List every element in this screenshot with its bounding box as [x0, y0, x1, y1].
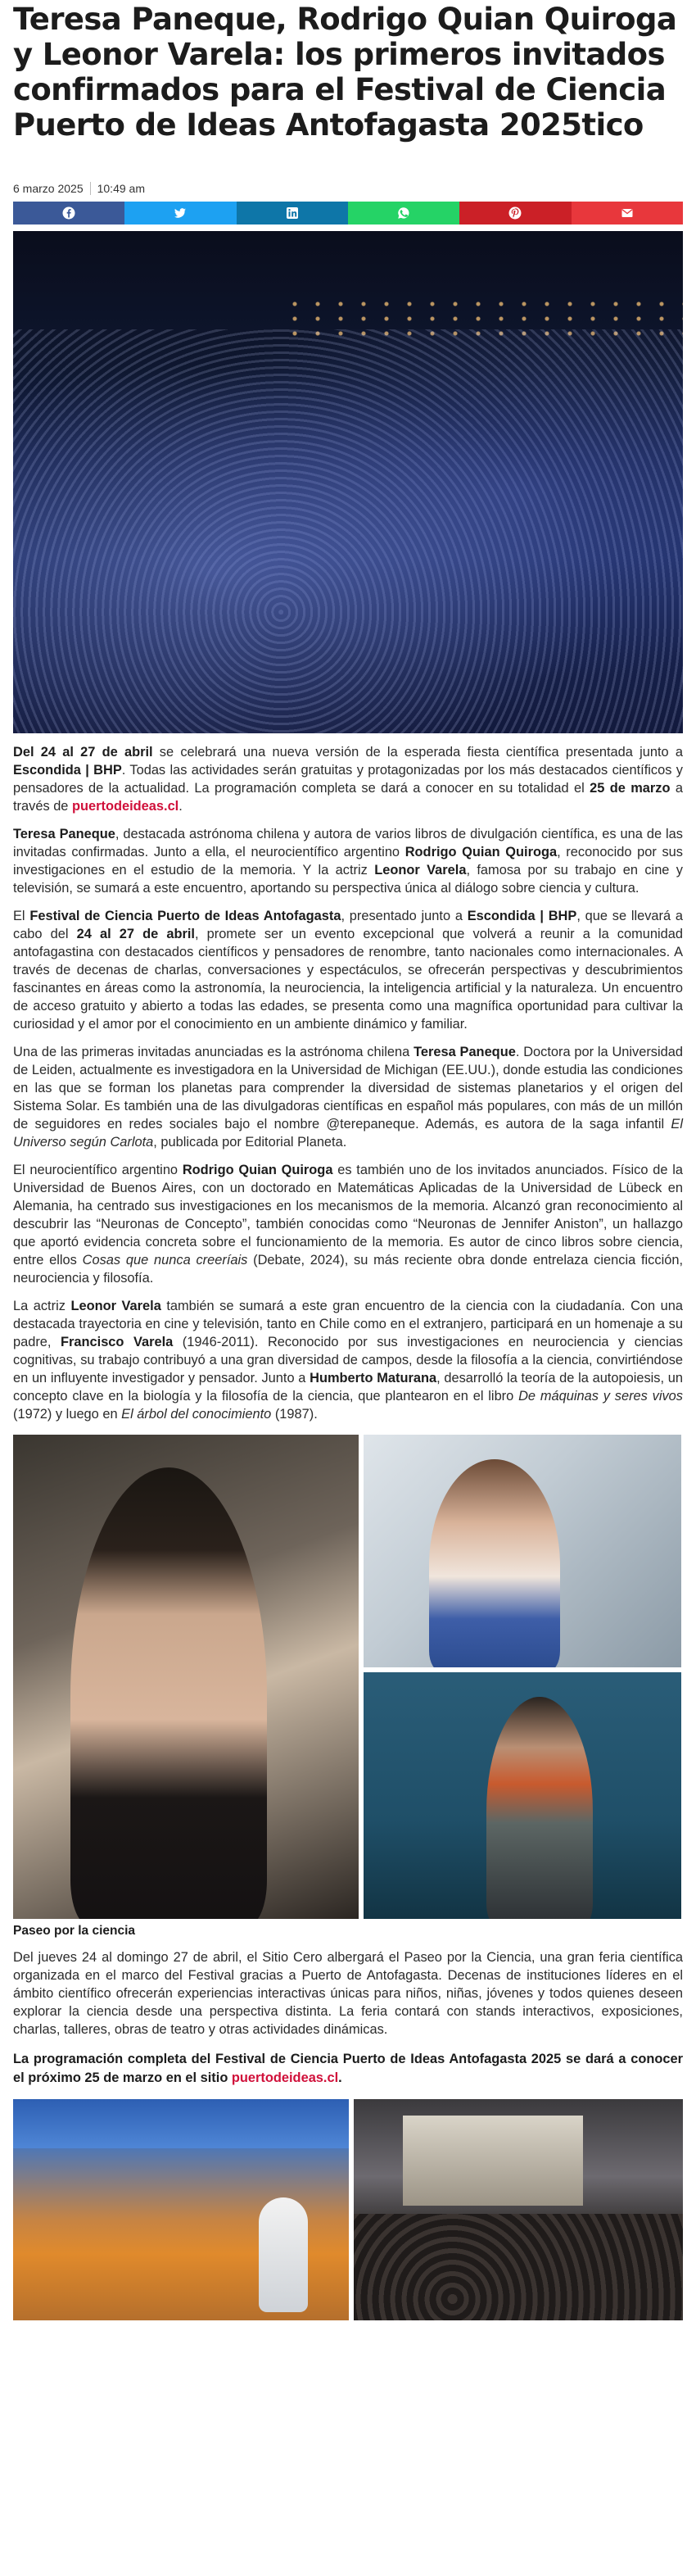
person-silhouette — [70, 1467, 267, 1919]
text-strong: Leonor Varela — [70, 1299, 161, 1313]
paragraph-6 — [13, 1297, 683, 1423]
meta-divider — [90, 182, 91, 195]
text-strong: Francisco Varela — [61, 1335, 174, 1349]
text: , presentado junto a — [341, 909, 468, 923]
article-time: 10:49 am — [97, 182, 145, 195]
text: Una de las primeras invitadas anunciadas es la astrónoma chilena — [13, 1045, 414, 1059]
share-facebook-button[interactable] — [13, 202, 124, 224]
text-strong: Humberto Maturana — [310, 1371, 437, 1386]
robot-figure — [259, 2197, 308, 2312]
share-email-button[interactable] — [572, 202, 683, 224]
photo-teresa-paneque — [364, 1435, 681, 1667]
paragraph-7: Del jueves 24 al domingo 27 de abril, el Sitio Cero albergará el Paseo por la Ciencia, una gran feria científica organizada en el marco del Festival gracias a Puerto de Antofagasta. Decenas de instituciones líderes en el ámbito científico ofrecerán experiencias interactivas únicas para niños, niñas, jóvenes y todos quienes deseen explorar la ciencia desde una perspectiva distinta. La feria contará con stands interactivos, exposiciones, charlas, talleres, obras de teatro y otras actividades dinámicas. — [13, 1950, 683, 2037]
photo-leonor-varela — [13, 1435, 359, 1919]
article-body — [13, 743, 683, 1423]
paragraph-4 — [13, 1043, 683, 1151]
share-twitter-button[interactable] — [124, 202, 236, 224]
text: , desarrolló la teoría de la autopoiesis, un concepto clave en la biología y la filosofía de la ciencia, que plantearon en el libro — [13, 1371, 683, 1404]
text: a través de — [13, 781, 683, 814]
text: . — [179, 799, 183, 814]
paragraph-2 — [13, 825, 683, 897]
text: se celebrará una nueva versión de la esperada fiesta científica presentada junto a — [152, 745, 683, 760]
photo-audience-stage — [354, 2099, 683, 2320]
whatsapp-icon — [397, 206, 410, 220]
person-silhouette — [486, 1697, 593, 1919]
text-strong: Escondida | BHP — [467, 909, 577, 923]
stage-screen — [403, 2116, 583, 2206]
book-title: Cosas que nunca creeríais — [82, 1253, 248, 1268]
text: , destacada astrónoma chilena y autora de varios libros de divulgación científica, es una de las invitadas confirmadas. Junto a ella, el neurocientífico argentino — [13, 827, 683, 859]
envelope-icon — [621, 206, 634, 220]
text-strong: Rodrigo Quian Quiroga — [404, 845, 558, 859]
text-strong: Teresa Paneque — [414, 1045, 516, 1059]
paragraph-5 — [13, 1161, 683, 1287]
paragraph-8 — [13, 2050, 683, 2088]
text: , promete ser un evento excepcional que volverá a reunir a la comunidad antofagastina con destacados científicos y pensadores de renombre, tanto nacionales como internacionales. A través de decenas de charlas, conversaciones y espectáculos, se ofrecerán perspectivas y descubrimientos fascinantes en áreas como la astronomía, la neurociencia, la inteligencia artificial y la naturaleza. Un encuentro de acceso gratuito y abierto a todas las edades, se presenta como una magnífica oportunidad para cultivar la curiosidad y el amor por el conocimiento en un ambiente dinámico y familiar. — [13, 927, 683, 1032]
text: (1987). — [271, 1407, 318, 1422]
text: es también uno de los invitados anunciados. Físico de la Universidad de Buenos Aires, con un doctorado en Matemáticas Aplicadas de la Universidad de Lübeck en Alemania, ha centrado sus investigaciones en los mecanismos de la memoria. Alcanzó gran reconocimiento al descubrir las “Neuronas de Concepto”, también conocidas como “Neuronas de Jennifer Aniston”, un hallazgo que aportó evidencia concreta sobre el funcionamiento de la memoria. Es autor de cinco libros sobre ciencia, entre ellos — [13, 1163, 684, 1268]
text: La actriz — [13, 1299, 71, 1313]
share-whatsapp-button[interactable] — [348, 202, 459, 224]
text-strong: 25 de marzo — [590, 781, 671, 796]
puertodeideas-link-2[interactable]: puertodeideas.cl — [231, 2070, 339, 2085]
article-title: Teresa Paneque, Rodrigo Quian Quiroga y Leonor Varela: los primeros invitados confirmados para el Festival de Ciencia Puerto de Ideas Antofagasta 2025tico — [13, 2, 677, 143]
crowd-silhouettes — [13, 329, 683, 733]
text: La programación completa del Festival de Ciencia Puerto de Ideas Antofagasta 2025 se dará a conocer el próximo 25 de marzo en el sitio — [13, 2052, 683, 2085]
photo-rodrigo-quian-quiroga — [364, 1672, 681, 1919]
text-strong: Leonor Varela — [374, 863, 467, 878]
twitter-icon — [174, 206, 187, 220]
text-strong: Rodrigo Quian Quiroga — [182, 1163, 333, 1177]
hero-photo-audience-night — [13, 231, 683, 733]
text: , famosa por su trabajo en cine y televisión, se sumará a este encuentro, aportando su perspectiva única al diálogo sobre ciencia y cultura. — [13, 863, 683, 896]
guests-photo-grid — [13, 1435, 683, 1919]
audience-crowd — [354, 2214, 683, 2320]
puertodeideas-link[interactable]: puertodeideas.cl — [71, 799, 179, 814]
text: (1946-2011). Reconocido por sus investigaciones en neurociencia y ciencias cognitivas, su trabajo contribuyó a una gran diversidad de campos, desde la filosofía a la ciencia, convirtiéndose en un influyente investigador y pensador. Junto a — [13, 1335, 683, 1386]
text: El — [13, 909, 30, 923]
bottom-photos — [13, 2099, 683, 2320]
article-body-2 — [13, 1948, 683, 2039]
text: también se sumará a este gran encuentro de la ciencia con la ciudadanía. Con una destacada trayectoria en cine y televisión, tanto en Chile como en el extranjero, participará en un homenaje a su padre, — [13, 1299, 684, 1349]
text-strong: Festival de Ciencia Puerto de Ideas Antofagasta — [29, 909, 341, 923]
photo-science-fair-kids — [13, 2099, 349, 2320]
article-meta — [13, 177, 683, 200]
text: , que se llevará a cabo del — [13, 909, 683, 941]
book-title: De máquinas y seres vivos — [518, 1389, 683, 1404]
book-title: El Universo según Carlota — [13, 1117, 683, 1150]
share-linkedin-button[interactable] — [237, 202, 348, 224]
pinterest-icon — [508, 206, 522, 220]
text-strong: Teresa Paneque — [13, 827, 115, 841]
photo-caption: Paseo por la ciencia — [13, 1924, 136, 1938]
text: . — [338, 2070, 342, 2085]
linkedin-icon — [286, 206, 299, 220]
article-date: 6 marzo 2025 — [13, 182, 84, 195]
text: (Debate, 2024), su más reciente obra donde entrelaza ciencia ficción, neurociencia y filosofía. — [13, 1253, 683, 1286]
tent-canopy — [13, 2099, 349, 2148]
share-pinterest-button[interactable] — [459, 202, 571, 224]
book-title: El árbol del conocimiento — [121, 1407, 272, 1422]
text: El neurocientífico argentino — [13, 1163, 183, 1177]
text-strong: Escondida | BHP — [13, 763, 122, 778]
text: . Todas las actividades serán gratuitas y protagonizadas por los más destacados científicos y pensadores de la actualidad. La programación completa se dará a conocer en su totalidad el — [13, 763, 683, 796]
text: , reconocido por sus investigaciones en el estudio de la memoria. Y la actriz — [13, 845, 683, 878]
person-silhouette — [429, 1459, 560, 1667]
paragraph-3 — [13, 907, 683, 1033]
facebook-icon — [62, 206, 75, 220]
text: , publicada por Editorial Planeta. — [153, 1135, 347, 1150]
text-strong: Del 24 al 27 de abril — [13, 745, 153, 760]
share-bar — [13, 202, 683, 224]
text: (1972) y luego en — [13, 1407, 122, 1422]
paragraph-1 — [13, 743, 683, 815]
text-strong: 24 al 27 de abril — [76, 927, 195, 941]
text: . Doctora por la Universidad de Leiden, actualmente es investigadora en la Universidad de Michigan (EE.UU.), donde estudia las condiciones en las que se forman los planetas para comprender la diversidad de sistemas planetarios y el origen del Sistema Solar. Es también una de las divulgadoras científicas en español más populares, con más de un millón de seguidores en redes sociales bajo el nombre @terepaneque. Además, es autora de la saga infantil — [13, 1045, 683, 1132]
